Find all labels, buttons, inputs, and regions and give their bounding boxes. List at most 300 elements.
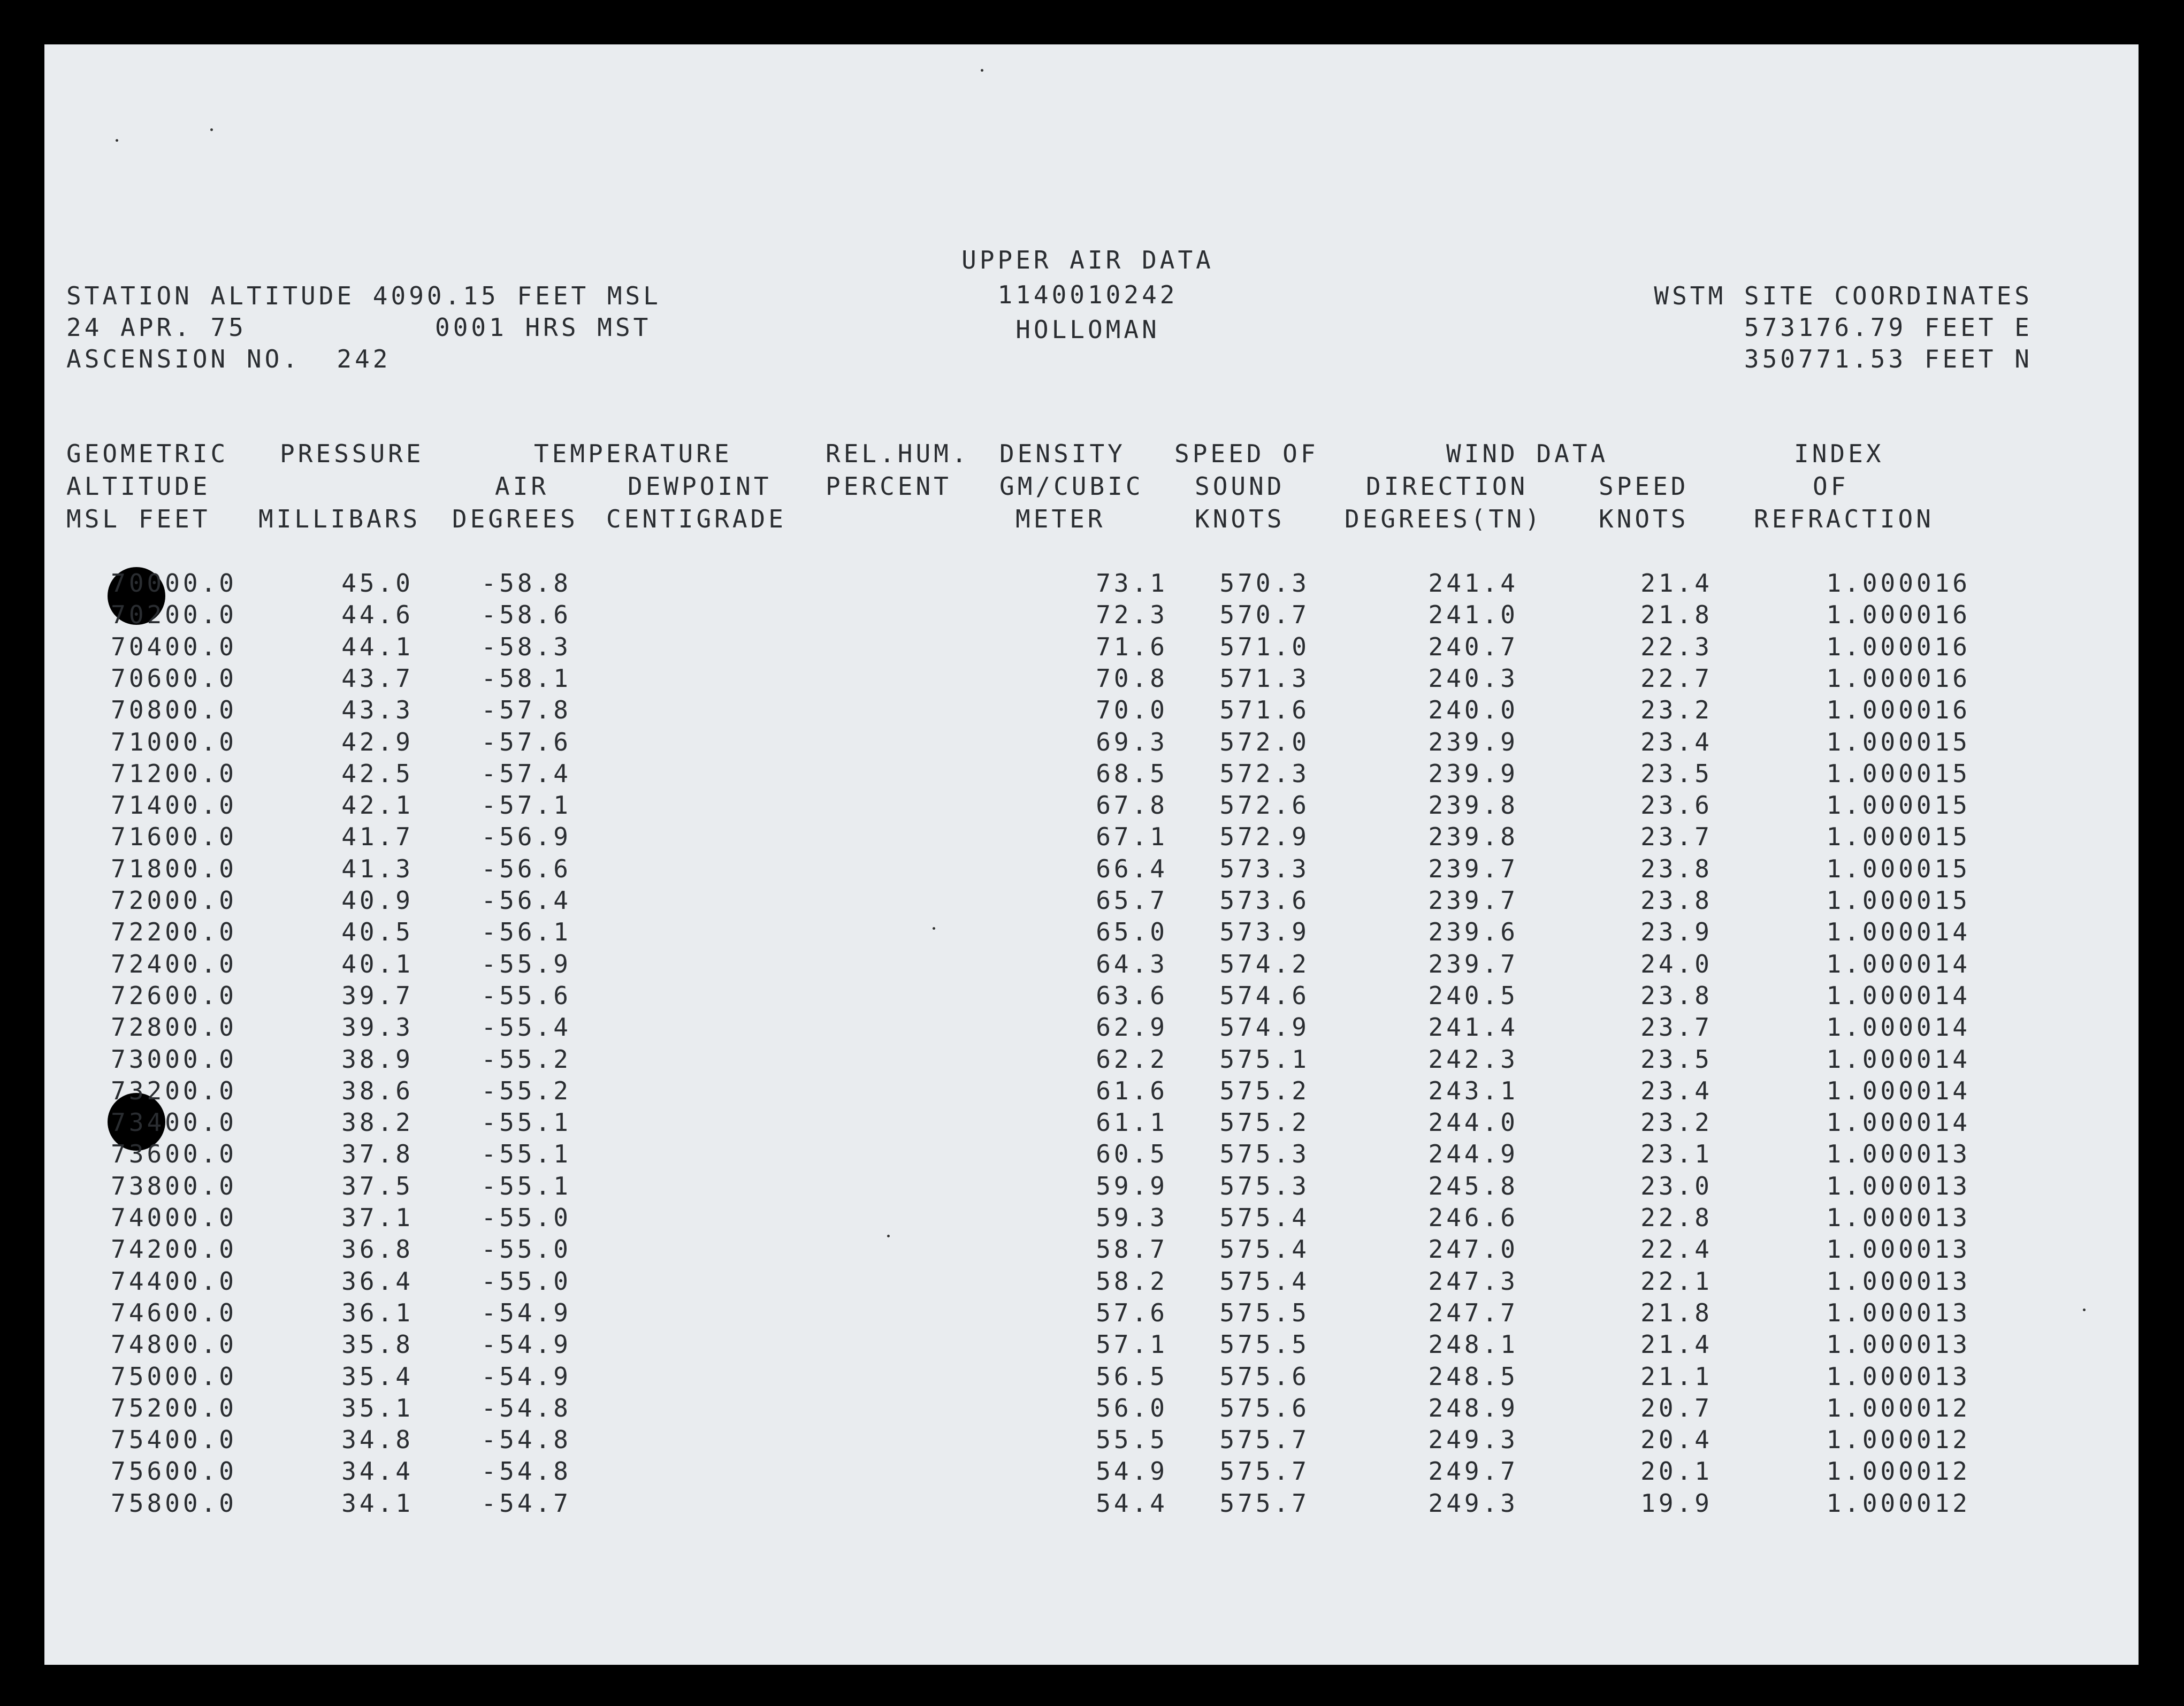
density-cell: 59.3 <box>1096 1203 1168 1232</box>
air-temp-cell: -54.8 <box>481 1425 571 1455</box>
speck <box>116 139 118 142</box>
col-direction-line1: DIRECTION <box>1366 472 1529 501</box>
refraction-cell: 1.000016 <box>1826 695 1971 725</box>
altitude-cell: 70600.0 <box>111 663 237 693</box>
pressure-cell: 35.8 <box>341 1330 414 1359</box>
altitude-cell: 72600.0 <box>111 981 237 1010</box>
sound-speed-cell: 575.3 <box>1219 1171 1310 1200</box>
density-cell: 66.4 <box>1096 854 1168 883</box>
sound-speed-cell: 572.0 <box>1219 727 1310 756</box>
pressure-cell: 37.8 <box>341 1139 414 1169</box>
pressure-cell: 43.7 <box>341 663 414 693</box>
pressure-cell: 38.9 <box>341 1044 414 1074</box>
col-sound-line2: SOUND <box>1195 472 1285 501</box>
altitude-cell: 74200.0 <box>111 1235 237 1264</box>
air-temp-cell: -55.2 <box>481 1044 571 1074</box>
pressure-cell: 36.4 <box>341 1266 414 1296</box>
col-speed-line2: KNOTS <box>1599 504 1689 533</box>
table-row <box>44 981 2139 1012</box>
pressure-cell: 36.1 <box>341 1298 414 1327</box>
air-temp-cell: -57.6 <box>481 727 571 756</box>
pressure-cell: 42.1 <box>341 791 414 820</box>
wind-direction-cell: 248.1 <box>1428 1330 1518 1359</box>
density-cell: 57.1 <box>1096 1330 1168 1359</box>
col-pressure-line1: PRESSURE <box>280 439 424 468</box>
density-cell: 55.5 <box>1096 1425 1168 1455</box>
air-temp-cell: -58.8 <box>481 569 571 598</box>
density-cell: 70.0 <box>1096 695 1168 725</box>
wind-direction-cell: 239.9 <box>1428 727 1518 756</box>
air-temp-cell: -57.4 <box>481 759 571 788</box>
table-row <box>44 822 2139 853</box>
wind-direction-cell: 239.7 <box>1428 886 1518 915</box>
pressure-cell: 38.6 <box>341 1076 414 1105</box>
air-temp-cell: -58.6 <box>481 600 571 630</box>
pressure-cell: 40.5 <box>341 917 414 947</box>
altitude-cell: 72800.0 <box>111 1013 237 1042</box>
col-sound-line1: SPEED OF <box>1174 439 1319 468</box>
refraction-cell: 1.000016 <box>1826 663 1971 693</box>
col-relhum-line2: PERCENT <box>826 472 952 501</box>
col-refraction-line2: OF <box>1813 472 1849 501</box>
wind-speed-cell: 23.6 <box>1640 791 1713 820</box>
wind-speed-cell: 23.8 <box>1640 981 1713 1010</box>
table-row <box>44 1108 2139 1139</box>
sound-speed-cell: 575.3 <box>1219 1139 1310 1169</box>
sound-speed-cell: 575.2 <box>1219 1108 1310 1137</box>
wind-direction-cell: 247.0 <box>1428 1235 1518 1264</box>
col-dewpoint-line2: CENTIGRADE <box>606 504 786 533</box>
pressure-cell: 39.7 <box>341 981 414 1010</box>
altitude-cell: 73800.0 <box>111 1171 237 1200</box>
speck <box>210 128 213 131</box>
air-temp-cell: -54.8 <box>481 1393 571 1422</box>
pressure-cell: 34.4 <box>341 1457 414 1486</box>
density-cell: 60.5 <box>1096 1139 1168 1169</box>
altitude-cell: 75400.0 <box>111 1425 237 1455</box>
air-temp-cell: -54.8 <box>481 1457 571 1486</box>
altitude-cell: 72200.0 <box>111 917 237 947</box>
wind-speed-cell: 22.1 <box>1640 1266 1713 1296</box>
air-temp-cell: -55.1 <box>481 1171 571 1200</box>
table-row <box>44 759 2139 790</box>
pressure-cell: 40.1 <box>341 949 414 978</box>
sound-speed-cell: 572.3 <box>1219 759 1310 788</box>
table-row <box>44 886 2139 917</box>
pressure-cell: 38.2 <box>341 1108 414 1137</box>
table-row <box>44 600 2139 631</box>
wind-speed-cell: 23.2 <box>1640 695 1713 725</box>
table-row <box>44 1139 2139 1171</box>
air-temp-cell: -55.0 <box>481 1203 571 1232</box>
wind-speed-cell: 23.7 <box>1640 1013 1713 1042</box>
col-sound-line3: KNOTS <box>1195 504 1285 533</box>
col-density-line2: GM/CUBIC <box>999 472 1144 501</box>
wind-speed-cell: 23.5 <box>1640 759 1713 788</box>
site-coordinate-north: 350771.53 FEET N <box>1744 345 2033 373</box>
air-temp-cell: -55.0 <box>481 1266 571 1296</box>
table-row <box>44 664 2139 695</box>
density-cell: 64.3 <box>1096 949 1168 978</box>
density-cell: 61.6 <box>1096 1076 1168 1105</box>
wind-speed-cell: 21.4 <box>1640 569 1713 598</box>
table-row <box>44 791 2139 822</box>
wind-speed-cell: 20.4 <box>1640 1425 1713 1455</box>
air-temp-cell: -55.1 <box>481 1139 571 1169</box>
pressure-cell: 36.8 <box>341 1235 414 1264</box>
pressure-cell: 44.1 <box>341 632 414 661</box>
wind-direction-cell: 239.6 <box>1428 917 1518 947</box>
refraction-cell: 1.000012 <box>1826 1457 1971 1486</box>
wind-direction-cell: 248.9 <box>1428 1393 1518 1422</box>
wind-direction-cell: 240.5 <box>1428 981 1518 1010</box>
density-cell: 72.3 <box>1096 600 1168 630</box>
table-row <box>44 1394 2139 1425</box>
density-cell: 57.6 <box>1096 1298 1168 1327</box>
wind-direction-cell: 248.5 <box>1428 1361 1518 1391</box>
pressure-cell: 42.5 <box>341 759 414 788</box>
wind-speed-cell: 23.2 <box>1640 1108 1713 1137</box>
refraction-cell: 1.000014 <box>1826 949 1971 978</box>
refraction-cell: 1.000015 <box>1826 727 1971 756</box>
altitude-cell: 74400.0 <box>111 1266 237 1296</box>
wind-speed-cell: 22.8 <box>1640 1203 1713 1232</box>
altitude-cell: 75800.0 <box>111 1488 237 1518</box>
density-cell: 65.0 <box>1096 917 1168 947</box>
sound-speed-cell: 572.6 <box>1219 791 1310 820</box>
table-row <box>44 1298 2139 1329</box>
air-temp-cell: -56.4 <box>481 886 571 915</box>
sound-speed-cell: 571.3 <box>1219 663 1310 693</box>
density-cell: 71.6 <box>1096 632 1168 661</box>
table-row <box>44 632 2139 663</box>
sound-speed-cell: 573.9 <box>1219 917 1310 947</box>
density-cell: 73.1 <box>1096 569 1168 598</box>
sound-speed-cell: 571.0 <box>1219 632 1310 661</box>
wind-direction-cell: 239.8 <box>1428 791 1518 820</box>
sound-speed-cell: 575.4 <box>1219 1235 1310 1264</box>
wind-speed-cell: 21.8 <box>1640 600 1713 630</box>
altitude-cell: 72000.0 <box>111 886 237 915</box>
altitude-cell: 74000.0 <box>111 1203 237 1232</box>
wind-direction-cell: 241.4 <box>1428 569 1518 598</box>
sound-speed-cell: 575.4 <box>1219 1266 1310 1296</box>
altitude-cell: 71400.0 <box>111 791 237 820</box>
wind-speed-cell: 22.3 <box>1640 632 1713 661</box>
altitude-cell: 73600.0 <box>111 1139 237 1169</box>
refraction-cell: 1.000015 <box>1826 854 1971 883</box>
report-id: 1140010242 <box>997 280 1178 309</box>
refraction-cell: 1.000013 <box>1826 1235 1971 1264</box>
station-altitude: STATION ALTITUDE 4090.15 FEET MSL <box>66 281 661 310</box>
density-cell: 61.1 <box>1096 1108 1168 1137</box>
table-row <box>44 1076 2139 1107</box>
refraction-cell: 1.000016 <box>1826 569 1971 598</box>
sound-speed-cell: 575.7 <box>1219 1457 1310 1486</box>
sound-speed-cell: 570.7 <box>1219 600 1310 630</box>
altitude-cell: 75000.0 <box>111 1361 237 1391</box>
col-refraction-line1: INDEX <box>1794 439 1884 468</box>
sound-speed-cell: 575.5 <box>1219 1330 1310 1359</box>
pressure-cell: 35.4 <box>341 1361 414 1391</box>
wind-speed-cell: 23.0 <box>1640 1171 1713 1200</box>
table-row <box>44 854 2139 885</box>
air-temp-cell: -54.9 <box>481 1361 571 1391</box>
col-air-line2: DEGREES <box>452 504 578 533</box>
wind-direction-cell: 245.8 <box>1428 1171 1518 1200</box>
wind-direction-cell: 249.3 <box>1428 1488 1518 1518</box>
density-cell: 58.2 <box>1096 1266 1168 1296</box>
density-cell: 69.3 <box>1096 727 1168 756</box>
table-row <box>44 1362 2139 1393</box>
wind-direction-cell: 241.0 <box>1428 600 1518 630</box>
refraction-cell: 1.000016 <box>1826 632 1971 661</box>
air-temp-cell: -55.9 <box>481 949 571 978</box>
col-refraction-line3: REFRACTION <box>1754 504 1934 533</box>
altitude-cell: 71800.0 <box>111 854 237 883</box>
wind-speed-cell: 21.8 <box>1640 1298 1713 1327</box>
sound-speed-cell: 574.6 <box>1219 981 1310 1010</box>
ascension-number: ASCENSION NO. 242 <box>66 345 391 373</box>
altitude-cell: 74600.0 <box>111 1298 237 1327</box>
altitude-cell: 73400.0 <box>111 1108 237 1137</box>
col-wind-data: WIND DATA <box>1446 439 1609 468</box>
sound-speed-cell: 575.7 <box>1219 1425 1310 1455</box>
air-temp-cell: -55.1 <box>481 1108 571 1137</box>
wind-speed-cell: 21.4 <box>1640 1330 1713 1359</box>
col-speed-line1: SPEED <box>1599 472 1689 501</box>
table-row <box>44 1203 2139 1234</box>
air-temp-cell: -55.4 <box>481 1013 571 1042</box>
refraction-cell: 1.000012 <box>1826 1488 1971 1518</box>
refraction-cell: 1.000013 <box>1826 1361 1971 1391</box>
wind-speed-cell: 19.9 <box>1640 1488 1713 1518</box>
wind-speed-cell: 23.1 <box>1640 1139 1713 1169</box>
table-row <box>44 1172 2139 1203</box>
density-cell: 65.7 <box>1096 886 1168 915</box>
table-row <box>44 695 2139 726</box>
refraction-cell: 1.000014 <box>1826 981 1971 1010</box>
pressure-cell: 44.6 <box>341 600 414 630</box>
table-row <box>44 1235 2139 1266</box>
sound-speed-cell: 574.9 <box>1219 1013 1310 1042</box>
sound-speed-cell: 572.9 <box>1219 822 1310 852</box>
altitude-cell: 74800.0 <box>111 1330 237 1359</box>
wind-direction-cell: 241.4 <box>1428 1013 1518 1042</box>
col-direction-line2: DEGREES(TN) <box>1345 504 1543 533</box>
wind-direction-cell: 249.3 <box>1428 1425 1518 1455</box>
sound-speed-cell: 573.6 <box>1219 886 1310 915</box>
wind-direction-cell: 239.8 <box>1428 822 1518 852</box>
table-row <box>44 1489 2139 1520</box>
density-cell: 54.4 <box>1096 1488 1168 1518</box>
pressure-cell: 43.3 <box>341 695 414 725</box>
wind-speed-cell: 22.7 <box>1640 663 1713 693</box>
altitude-cell: 70000.0 <box>111 569 237 598</box>
wind-speed-cell: 23.5 <box>1640 1044 1713 1074</box>
col-relhum-line1: REL.HUM. <box>826 439 970 468</box>
sound-speed-cell: 575.4 <box>1219 1203 1310 1232</box>
wind-speed-cell: 21.1 <box>1640 1361 1713 1391</box>
table-row <box>44 1330 2139 1361</box>
air-temp-cell: -54.7 <box>481 1488 571 1518</box>
refraction-cell: 1.000015 <box>1826 822 1971 852</box>
air-temp-cell: -55.0 <box>481 1235 571 1264</box>
wind-speed-cell: 23.7 <box>1640 822 1713 852</box>
altitude-cell: 71600.0 <box>111 822 237 852</box>
col-density-line1: DENSITY <box>999 439 1126 468</box>
air-temp-cell: -58.1 <box>481 663 571 693</box>
pressure-cell: 37.1 <box>341 1203 414 1232</box>
wind-direction-cell: 242.3 <box>1428 1044 1518 1074</box>
sound-speed-cell: 575.2 <box>1219 1076 1310 1105</box>
col-altitude-line2: ALTITUDE <box>66 472 211 501</box>
report-title: UPPER AIR DATA <box>961 246 1214 274</box>
wind-direction-cell: 239.7 <box>1428 854 1518 883</box>
refraction-cell: 1.000016 <box>1826 600 1971 630</box>
refraction-cell: 1.000013 <box>1826 1298 1971 1327</box>
refraction-cell: 1.000015 <box>1826 759 1971 788</box>
wind-speed-cell: 24.0 <box>1640 949 1713 978</box>
density-cell: 62.9 <box>1096 1013 1168 1042</box>
wind-direction-cell: 239.7 <box>1428 949 1518 978</box>
wind-speed-cell: 23.4 <box>1640 1076 1713 1105</box>
refraction-cell: 1.000013 <box>1826 1171 1971 1200</box>
wind-direction-cell: 247.7 <box>1428 1298 1518 1327</box>
air-temp-cell: -56.9 <box>481 822 571 852</box>
pressure-cell: 39.3 <box>341 1013 414 1042</box>
col-density-line3: METER <box>1015 504 1106 533</box>
altitude-cell: 71000.0 <box>111 727 237 756</box>
pressure-cell: 34.1 <box>341 1488 414 1518</box>
col-altitude-line1: GEOMETRIC <box>66 439 229 468</box>
density-cell: 59.9 <box>1096 1171 1168 1200</box>
site-coordinate-east: 573176.79 FEET E <box>1744 313 2033 342</box>
altitude-cell: 73200.0 <box>111 1076 237 1105</box>
sound-speed-cell: 575.6 <box>1219 1393 1310 1422</box>
air-temp-cell: -55.6 <box>481 981 571 1010</box>
report-site: HOLLOMAN <box>1015 315 1160 344</box>
refraction-cell: 1.000015 <box>1826 886 1971 915</box>
sound-speed-cell: 575.1 <box>1219 1044 1310 1074</box>
wind-speed-cell: 23.9 <box>1640 917 1713 947</box>
sound-speed-cell: 571.6 <box>1219 695 1310 725</box>
refraction-cell: 1.000015 <box>1826 791 1971 820</box>
sound-speed-cell: 575.7 <box>1219 1488 1310 1518</box>
wind-speed-cell: 20.7 <box>1640 1393 1713 1422</box>
report-time: 0001 HRS MST <box>435 313 652 342</box>
wind-direction-cell: 240.0 <box>1428 695 1518 725</box>
density-cell: 63.6 <box>1096 981 1168 1010</box>
table-row <box>44 569 2139 600</box>
wind-direction-cell: 249.7 <box>1428 1457 1518 1486</box>
data-sheet <box>44 44 2139 1665</box>
sound-speed-cell: 575.5 <box>1219 1298 1310 1327</box>
pressure-cell: 34.8 <box>341 1425 414 1455</box>
col-temperature: TEMPERATURE <box>534 439 732 468</box>
table-row <box>44 917 2139 948</box>
altitude-cell: 70400.0 <box>111 632 237 661</box>
air-temp-cell: -56.6 <box>481 854 571 883</box>
pressure-cell: 37.5 <box>341 1171 414 1200</box>
wind-direction-cell: 246.6 <box>1428 1203 1518 1232</box>
data-table <box>44 569 2139 1532</box>
refraction-cell: 1.000014 <box>1826 1044 1971 1074</box>
wind-speed-cell: 22.4 <box>1640 1235 1713 1264</box>
pressure-cell: 42.9 <box>341 727 414 756</box>
air-temp-cell: -54.9 <box>481 1298 571 1327</box>
density-cell: 58.7 <box>1096 1235 1168 1264</box>
col-air-line1: AIR <box>495 472 549 501</box>
table-row <box>44 1267 2139 1298</box>
density-cell: 68.5 <box>1096 759 1168 788</box>
report-date: 24 APR. 75 <box>66 313 247 342</box>
density-cell: 67.1 <box>1096 822 1168 852</box>
density-cell: 67.8 <box>1096 791 1168 820</box>
refraction-cell: 1.000012 <box>1826 1393 1971 1422</box>
pressure-cell: 35.1 <box>341 1393 414 1422</box>
speck <box>981 69 983 72</box>
wind-direction-cell: 240.3 <box>1428 663 1518 693</box>
refraction-cell: 1.000013 <box>1826 1330 1971 1359</box>
altitude-cell: 75200.0 <box>111 1393 237 1422</box>
table-row <box>44 950 2139 981</box>
wind-direction-cell: 240.7 <box>1428 632 1518 661</box>
air-temp-cell: -54.9 <box>481 1330 571 1359</box>
wind-speed-cell: 23.8 <box>1640 886 1713 915</box>
wind-direction-cell: 247.3 <box>1428 1266 1518 1296</box>
air-temp-cell: -58.3 <box>481 632 571 661</box>
density-cell: 70.8 <box>1096 663 1168 693</box>
table-row <box>44 1425 2139 1456</box>
density-cell: 56.0 <box>1096 1393 1168 1422</box>
wind-direction-cell: 244.0 <box>1428 1108 1518 1137</box>
table-row <box>44 1013 2139 1044</box>
sound-speed-cell: 575.6 <box>1219 1361 1310 1391</box>
col-pressure-line2: MILLIBARS <box>258 504 421 533</box>
table-row <box>44 1457 2139 1488</box>
wind-speed-cell: 20.1 <box>1640 1457 1713 1486</box>
col-altitude-line3: MSL FEET <box>66 504 211 533</box>
altitude-cell: 70200.0 <box>111 600 237 630</box>
wind-direction-cell: 243.1 <box>1428 1076 1518 1105</box>
density-cell: 56.5 <box>1096 1361 1168 1391</box>
pressure-cell: 41.3 <box>341 854 414 883</box>
air-temp-cell: -56.1 <box>481 917 571 947</box>
refraction-cell: 1.000013 <box>1826 1139 1971 1169</box>
wind-direction-cell: 239.9 <box>1428 759 1518 788</box>
site-coordinates-title: WSTM SITE COORDINATES <box>1654 281 2033 310</box>
air-temp-cell: -57.8 <box>481 695 571 725</box>
refraction-cell: 1.000014 <box>1826 1013 1971 1042</box>
air-temp-cell: -55.2 <box>481 1076 571 1105</box>
altitude-cell: 75600.0 <box>111 1457 237 1486</box>
table-row <box>44 728 2139 759</box>
refraction-cell: 1.000014 <box>1826 1108 1971 1137</box>
altitude-cell: 72400.0 <box>111 949 237 978</box>
refraction-cell: 1.000014 <box>1826 917 1971 947</box>
table-row <box>44 1045 2139 1076</box>
wind-speed-cell: 23.8 <box>1640 854 1713 883</box>
col-dewpoint-line1: DEWPOINT <box>628 472 772 501</box>
sound-speed-cell: 573.3 <box>1219 854 1310 883</box>
density-cell: 54.9 <box>1096 1457 1168 1486</box>
air-temp-cell: -57.1 <box>481 791 571 820</box>
sound-speed-cell: 574.2 <box>1219 949 1310 978</box>
altitude-cell: 70800.0 <box>111 695 237 725</box>
altitude-cell: 73000.0 <box>111 1044 237 1074</box>
refraction-cell: 1.000013 <box>1826 1266 1971 1296</box>
